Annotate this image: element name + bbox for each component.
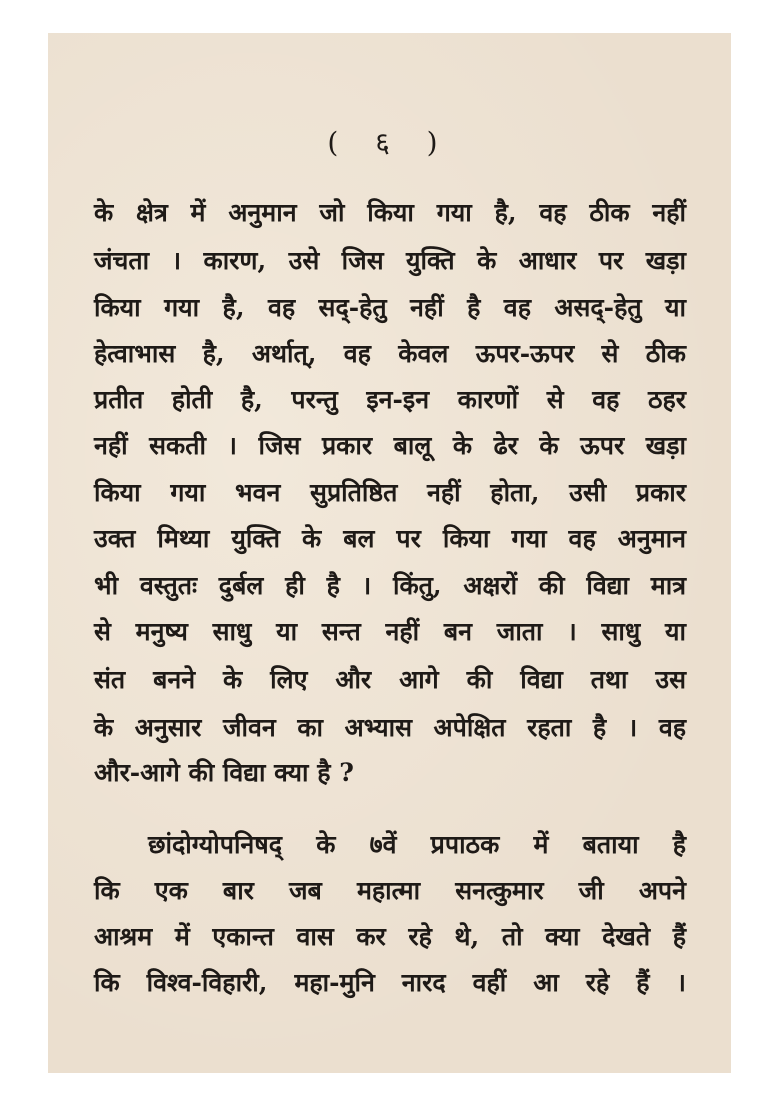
page-number: ( ६ ) xyxy=(327,126,452,159)
text-line: नहीं सकती । जिस प्रकार बालू के ढेर के ऊपर खड़ा xyxy=(94,431,686,460)
text-line: किया गया है, वह सद्-हेतु नहीं है वह असद्-हेतु या xyxy=(94,293,686,322)
text-line: और-आगे की विद्या क्या है ? xyxy=(94,758,354,787)
text-line: कि विश्व-विहारी, महा-मुनि नारद वहीं आ रहे हैं । xyxy=(94,968,686,997)
text-line: भी वस्तुतः दुर्बल ही है । किंतु, अक्षरों की विद्या मात्र xyxy=(94,571,686,600)
text-line: कि एक बार जब महात्मा सनत्कुमार जी अपने xyxy=(94,876,686,905)
book-page xyxy=(48,33,731,1073)
text-line: के क्षेत्र में अनुमान जो किया गया है, वह ठीक नहीं xyxy=(94,198,686,227)
text-line: छांदोग्योपनिषद् के ७वें प्रपाठक में बताया है xyxy=(148,830,686,859)
text-line: के अनुसार जीवन का अभ्यास अपेक्षित रहता है । वह xyxy=(94,713,686,742)
text-line: संत बनने के लिए और आगे की विद्या तथा उस xyxy=(94,665,686,694)
text-line: हेत्वाभास है, अर्थात्, वह केवल ऊपर-ऊपर से ठीक xyxy=(94,339,686,368)
text-line: किया गया भवन सुप्रतिष्ठित नहीं होता, उसी प्रकार xyxy=(94,478,686,507)
text-line: उक्त मिथ्या युक्ति के बल पर किया गया वह अनुमान xyxy=(94,524,686,553)
text-line: आश्रम में एकान्त वास कर रहे थे, तो क्या देखते हैं xyxy=(94,922,686,951)
text-line: से मनुष्य साधु या सन्त नहीं बन जाता । साधु या xyxy=(94,617,686,646)
text-line: जंचता । कारण, उसे जिस युक्ति के आधार पर खड़ा xyxy=(94,246,686,275)
text-line: प्रतीत होती है, परन्तु इन-इन कारणों से वह ठहर xyxy=(94,385,686,414)
